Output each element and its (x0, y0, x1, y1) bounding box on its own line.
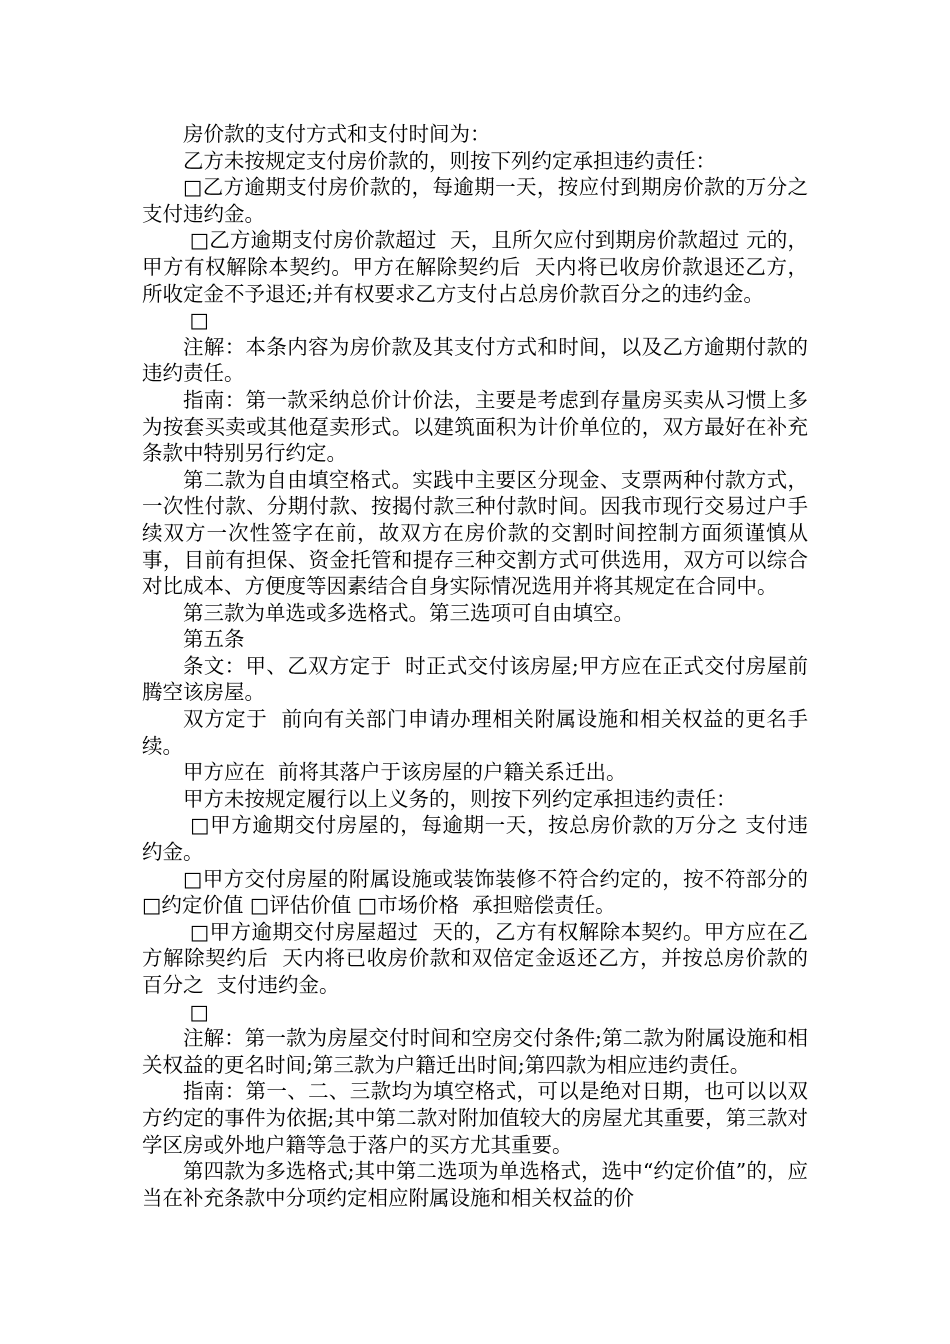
paragraph-note-1: 注解：本条内容为房价款及其支付方式和时间，以及乙方逾期付款的违约责任。 (142, 334, 808, 386)
paragraph-seller-late-daily: □甲方逾期交付房屋的，每逾期一天，按总房价款的万分之 支付违约金。 (142, 813, 808, 865)
paragraph-blank-option-2: □ (183, 999, 209, 1024)
paragraph-seller-late-termination: □甲方逾期交付房屋超过 天的，乙方有权解除本契约。甲方应在乙方解除契约后 天内将已收房价款和双倍定金返还乙方，并按总房价款的百分之 支付违约金。 (142, 919, 808, 997)
document-body (142, 121, 822, 1211)
paragraph-seller-facilities-compensation: □甲方交付房屋的附属设施或装饰装修不符合约定的，按不符部分的 □约定价值 □评估价值 □市场价格 承担赔偿责任。 (142, 866, 815, 918)
paragraph-payment-method: 房价款的支付方式和支付时间为： (183, 122, 491, 146)
paragraph-buyer-breach-intro: 乙方未按规定支付房价款的，则按下列约定承担违约责任： (183, 148, 716, 173)
paragraph-article-delivery: 条文：甲、乙双方定于 时正式交付该房屋;甲方应在正式交付房屋前腾空该房屋。 (142, 653, 808, 705)
paragraph-rename-procedure: 双方定于 前向有关部门申请办理相关附属设施和相关权益的更名手续。 (142, 707, 808, 758)
article-heading-5: 第五条 (183, 627, 245, 652)
paragraph-guide-4: 指南：第一、二、三款均为填空格式，可以是绝对日期，也可以以双方约定的事件为依据;其中第二款对附加值较大的房屋尤其重要，第三款对学区房或外地户籍等急于落户的买方尤其重要。 (142, 1079, 808, 1157)
paragraph-note-2: 注解：第一款为房屋交付时间和空房交付条件;第二款为附属设施和相关权益的更名时间;第三款为户籍迁出时间;第四款为相应违约责任。 (142, 1026, 808, 1077)
paragraph-guide-5: 第四款为多选格式;其中第二选项为单选格式，选中“约定价值”的，应当在补充条款中分项约定相应附属设施和相关权益的价 (142, 1159, 808, 1210)
paragraph-buyer-late-termination: □乙方逾期支付房价款超过 天，且所欠应付到期房价款超过 元的，甲方有权解除本契约。甲方在解除契约后 天内将已收房价款退还乙方，所收定金不予退还;并有权要求乙方支付占总房价款百分之的违约金。 (142, 228, 808, 306)
paragraph-seller-breach-intro: 甲方未按规定履行以上义务的，则按下列约定承担违约责任： (183, 786, 737, 811)
paragraph-guide-3: 第三款为单选或多选格式。第三选项可自由填空。 (183, 600, 634, 625)
paragraph-blank-option-1: □ (183, 308, 209, 333)
paragraph-guide-2: 第二款为自由填空格式。实践中主要区分现金、支票两种付款方式，一次性付款、分期付款、按揭付款三种付款时间。因我市现行交易过户手续双方一次性签字在前，故双方在房价款的交割时间控制方面须谨慎从事，目前有担保、资金托管和提存三种交割方式可供选用，双方可以综合对比成本、方便度等因素结合自身实际情况选用并将其规定在合同中。 (142, 467, 808, 599)
paragraph-household-registration: 甲方应在 前将其落户于该房屋的户籍关系迁出。 (183, 760, 627, 785)
paragraph-guide-1: 指南：第一款采纳总价计价法，主要是考虑到存量房买卖从习惯上多为按套买卖或其他趸卖形式。以建筑面积为计价单位的，双方最好在补充条款中特别另行约定。 (142, 387, 808, 466)
paragraph-buyer-late-daily: □乙方逾期支付房价款的，每逾期一天，按应付到期房价款的万分之 支付违约金。 (142, 175, 822, 226)
